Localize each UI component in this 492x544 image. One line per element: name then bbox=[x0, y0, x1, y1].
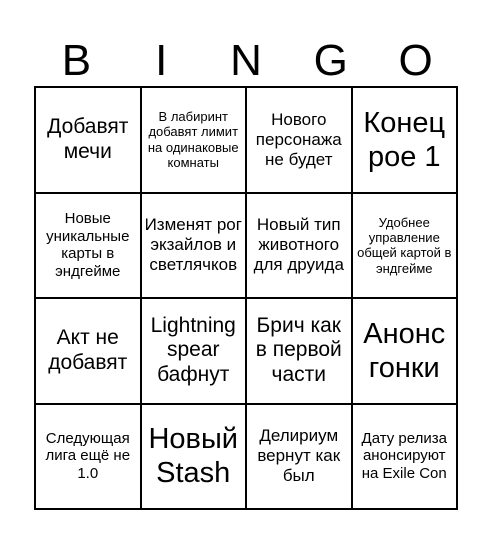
bingo-cell[interactable]: Новые уникальные карты в эндгейме bbox=[35, 193, 141, 299]
bingo-cell[interactable]: Делириум вернут как был bbox=[246, 404, 352, 510]
header-letter-o: O bbox=[398, 36, 433, 85]
bingo-cell[interactable]: В лабиринт добавят лимит на одинаковые комнаты bbox=[141, 87, 247, 193]
bingo-cell[interactable]: Нового персонажа не будет bbox=[246, 87, 352, 193]
bingo-cell[interactable]: Lightning spear бафнут bbox=[141, 298, 247, 404]
bingo-cell[interactable]: Дату релиза анонсируют на Exile Con bbox=[352, 404, 458, 510]
bingo-board bbox=[34, 86, 458, 510]
bingo-cell[interactable]: Акт не добавят bbox=[35, 298, 141, 404]
bingo-cell[interactable]: Изменят рог экзайлов и светлячков bbox=[141, 193, 247, 299]
bingo-cell[interactable]: Следующая лига ещё не 1.0 bbox=[35, 404, 141, 510]
header-letter-g: G bbox=[313, 36, 348, 85]
header-letter-n: N bbox=[230, 36, 262, 85]
bingo-cell[interactable]: Конец рое 1 bbox=[352, 87, 458, 193]
bingo-cell[interactable]: Новый тип животного для друида bbox=[246, 193, 352, 299]
bingo-cell[interactable]: Брич как в первой части bbox=[246, 298, 352, 404]
bingo-cell[interactable]: Добавят мечи bbox=[35, 87, 141, 193]
bingo-header bbox=[34, 36, 458, 86]
header-letter-i: I bbox=[155, 36, 168, 85]
bingo-cell[interactable]: Новый Stash bbox=[141, 404, 247, 510]
header-letter-b: B bbox=[61, 36, 92, 85]
bingo-cell[interactable]: Удобнее управление общей картой в эндгейме bbox=[352, 193, 458, 299]
bingo-cell[interactable]: Анонс гонки bbox=[352, 298, 458, 404]
